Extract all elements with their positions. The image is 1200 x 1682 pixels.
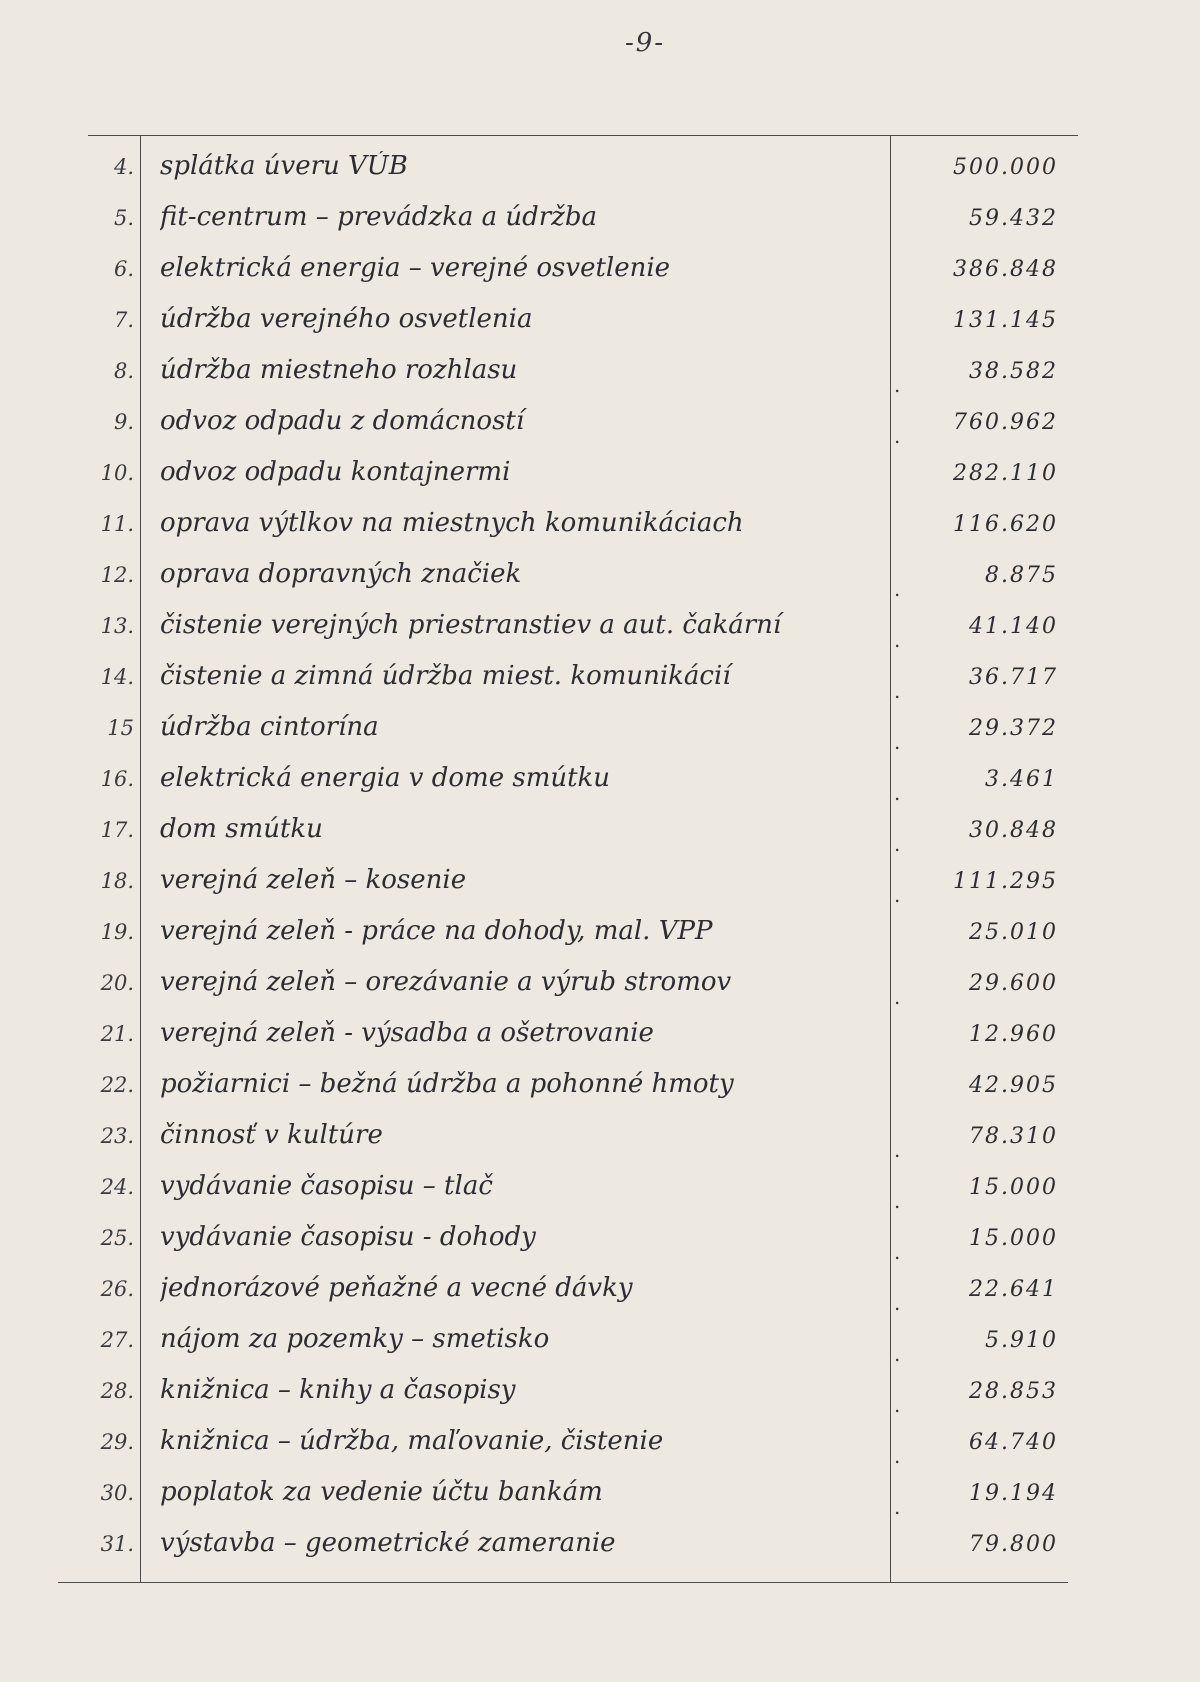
- row-amount: 38.582: [969, 359, 1058, 384]
- table-bottom-rule: [58, 1582, 1068, 1583]
- row-amount: 36.717: [969, 665, 1058, 690]
- row-dot-mark: .: [894, 1342, 901, 1366]
- row-dot-mark: .: [894, 1444, 901, 1468]
- row-number: 29.: [100, 1430, 134, 1454]
- ledger-row: [88, 300, 1078, 351]
- row-amount: 15.000: [969, 1175, 1058, 1200]
- ledger-row: [88, 147, 1078, 198]
- row-amount: 19.194: [969, 1481, 1058, 1506]
- ledger-row: [88, 912, 1078, 963]
- ledger-row: [88, 453, 1078, 504]
- row-dot-mark: .: [894, 781, 901, 805]
- row-number: 25.: [100, 1226, 134, 1250]
- ledger-row: [88, 1422, 1078, 1473]
- row-description: verejná zeleň – kosenie: [160, 865, 467, 895]
- row-dot-mark: .: [894, 1240, 901, 1264]
- row-description: dom smútku: [160, 814, 323, 844]
- ledger-row: [88, 657, 1078, 708]
- expense-ledger-table: [88, 135, 1078, 1580]
- row-amount: 111.295: [953, 869, 1058, 894]
- row-number: 23.: [100, 1124, 134, 1148]
- row-amount: 25.010: [969, 920, 1058, 945]
- row-number: 24.: [100, 1175, 134, 1199]
- ledger-row: [88, 249, 1078, 300]
- row-number: 8.: [113, 359, 134, 383]
- row-description: vydávanie časopisu – tlač: [160, 1171, 493, 1201]
- row-number: 27.: [100, 1328, 134, 1352]
- row-description: elektrická energia v dome smútku: [160, 763, 611, 793]
- row-number: 17.: [100, 818, 134, 842]
- ledger-row: [88, 861, 1078, 912]
- row-description: splátka úveru VÚB: [160, 151, 408, 181]
- row-description: vydávanie časopisu - dohody: [160, 1222, 536, 1252]
- row-number: 22.: [100, 1073, 134, 1097]
- row-dot-mark: .: [894, 1189, 901, 1213]
- row-number: 19.: [100, 920, 134, 944]
- row-description: oprava dopravných značiek: [160, 559, 522, 589]
- row-amount: 386.848: [953, 257, 1058, 282]
- row-description: knižnica – knihy a časopisy: [160, 1375, 516, 1405]
- row-dot-mark: .: [894, 373, 901, 397]
- row-amount: 29.372: [969, 716, 1058, 741]
- ledger-row: [88, 759, 1078, 810]
- row-dot-mark: .: [894, 1393, 901, 1417]
- page-number: -9-: [624, 28, 666, 58]
- row-number: 28.: [100, 1379, 134, 1403]
- row-description: verejná zeleň - práce na dohody, mal. VPP: [160, 916, 713, 946]
- row-dot-mark: .: [894, 730, 901, 754]
- row-number: 16.: [100, 767, 134, 791]
- row-amount: 42.905: [969, 1073, 1058, 1098]
- ledger-row: [88, 402, 1078, 453]
- row-number: 15: [107, 716, 134, 740]
- row-dot-mark: .: [894, 832, 901, 856]
- row-description: čistenie verejných priestranstiev a aut. čakární: [160, 610, 782, 640]
- row-dot-mark: .: [894, 1138, 901, 1162]
- ledger-row: [88, 351, 1078, 402]
- row-number: 20.: [100, 971, 134, 995]
- row-description: elektrická energia – verejné osvetlenie: [160, 253, 671, 283]
- ledger-row: [88, 1473, 1078, 1524]
- row-dot-mark: .: [894, 883, 901, 907]
- row-description: čistenie a zimná údržba miest. komunikácií: [160, 661, 731, 691]
- row-number: 26.: [100, 1277, 134, 1301]
- row-number: 11.: [100, 512, 134, 536]
- row-dot-mark: .: [894, 679, 901, 703]
- row-description: údržba cintorína: [160, 712, 379, 742]
- row-number: 12.: [100, 563, 134, 587]
- row-number: 21.: [100, 1022, 134, 1046]
- row-amount: 41.140: [969, 614, 1058, 639]
- row-number: 31.: [100, 1532, 134, 1556]
- row-description: odvoz odpadu kontajnermi: [160, 457, 511, 487]
- row-description: výstavba – geometrické zameranie: [160, 1528, 616, 1558]
- row-amount: 78.310: [969, 1124, 1058, 1149]
- ledger-rows: [88, 147, 1078, 1575]
- row-number: 10.: [100, 461, 134, 485]
- row-dot-mark: .: [894, 577, 901, 601]
- row-number: 14.: [100, 665, 134, 689]
- row-amount: 22.641: [969, 1277, 1058, 1302]
- row-description: poplatok za vedenie účtu bankám: [160, 1477, 603, 1507]
- row-description: údržba miestneho rozhlasu: [160, 355, 518, 385]
- row-amount: 12.960: [969, 1022, 1058, 1047]
- row-description: nájom za pozemky – smetisko: [160, 1324, 550, 1354]
- row-amount: 116.620: [953, 512, 1058, 537]
- row-amount: 500.000: [953, 155, 1058, 180]
- row-description: oprava výtlkov na miestnych komunikáciach: [160, 508, 744, 538]
- row-description: činnosť v kultúre: [160, 1120, 383, 1150]
- ledger-row: [88, 504, 1078, 555]
- row-description: požiarnici – bežná údržba a pohonné hmoty: [160, 1069, 734, 1099]
- row-amount: 59.432: [969, 206, 1058, 231]
- row-dot-mark: .: [894, 628, 901, 652]
- ledger-row: [88, 1065, 1078, 1116]
- row-description: verejná zeleň - výsadba a ošetrovanie: [160, 1018, 654, 1048]
- row-number: 13.: [100, 614, 134, 638]
- row-description: fit-centrum – prevádzka a údržba: [160, 202, 598, 232]
- row-dot-mark: .: [894, 1495, 901, 1519]
- ledger-row: [88, 1218, 1078, 1269]
- row-number: 18.: [100, 869, 134, 893]
- row-amount: 131.145: [953, 308, 1058, 333]
- row-dot-mark: .: [894, 1291, 901, 1315]
- row-amount: 282.110: [953, 461, 1058, 486]
- row-amount: 29.600: [969, 971, 1058, 996]
- row-number: 6.: [113, 257, 134, 281]
- row-description: odvoz odpadu z domácností: [160, 406, 525, 436]
- ledger-row: [88, 1524, 1078, 1575]
- row-number: 30.: [100, 1481, 134, 1505]
- ledger-row: [88, 1014, 1078, 1065]
- row-amount: 8.875: [985, 563, 1058, 588]
- row-number: 5.: [113, 206, 134, 230]
- ledger-row: [88, 606, 1078, 657]
- ledger-row: [88, 810, 1078, 861]
- row-dot-mark: .: [894, 985, 901, 1009]
- row-description: jednorázové peňažné a vecné dávky: [160, 1273, 633, 1303]
- row-amount: 3.461: [985, 767, 1058, 792]
- row-number: 7.: [113, 308, 134, 332]
- table-top-rule: [88, 135, 1078, 136]
- row-description: verejná zeleň – orezávanie a výrub stromov: [160, 967, 732, 997]
- ledger-row: [88, 1371, 1078, 1422]
- row-amount: 79.800: [969, 1532, 1058, 1557]
- ledger-row: [88, 708, 1078, 759]
- row-amount: 760.962: [953, 410, 1058, 435]
- ledger-row: [88, 198, 1078, 249]
- ledger-row: [88, 1116, 1078, 1167]
- row-amount: 5.910: [985, 1328, 1058, 1353]
- row-amount: 28.853: [969, 1379, 1058, 1404]
- row-number: 4.: [113, 155, 134, 179]
- ledger-row: [88, 963, 1078, 1014]
- row-number: 9.: [113, 410, 134, 434]
- row-amount: 15.000: [969, 1226, 1058, 1251]
- row-amount: 64.740: [969, 1430, 1058, 1455]
- ledger-row: [88, 1269, 1078, 1320]
- ledger-row: [88, 1167, 1078, 1218]
- row-description: údržba verejného osvetlenia: [160, 304, 533, 334]
- row-amount: 30.848: [969, 818, 1058, 843]
- row-description: knižnica – údržba, maľovanie, čistenie: [160, 1426, 664, 1456]
- row-dot-mark: .: [894, 424, 901, 448]
- ledger-row: [88, 555, 1078, 606]
- ledger-row: [88, 1320, 1078, 1371]
